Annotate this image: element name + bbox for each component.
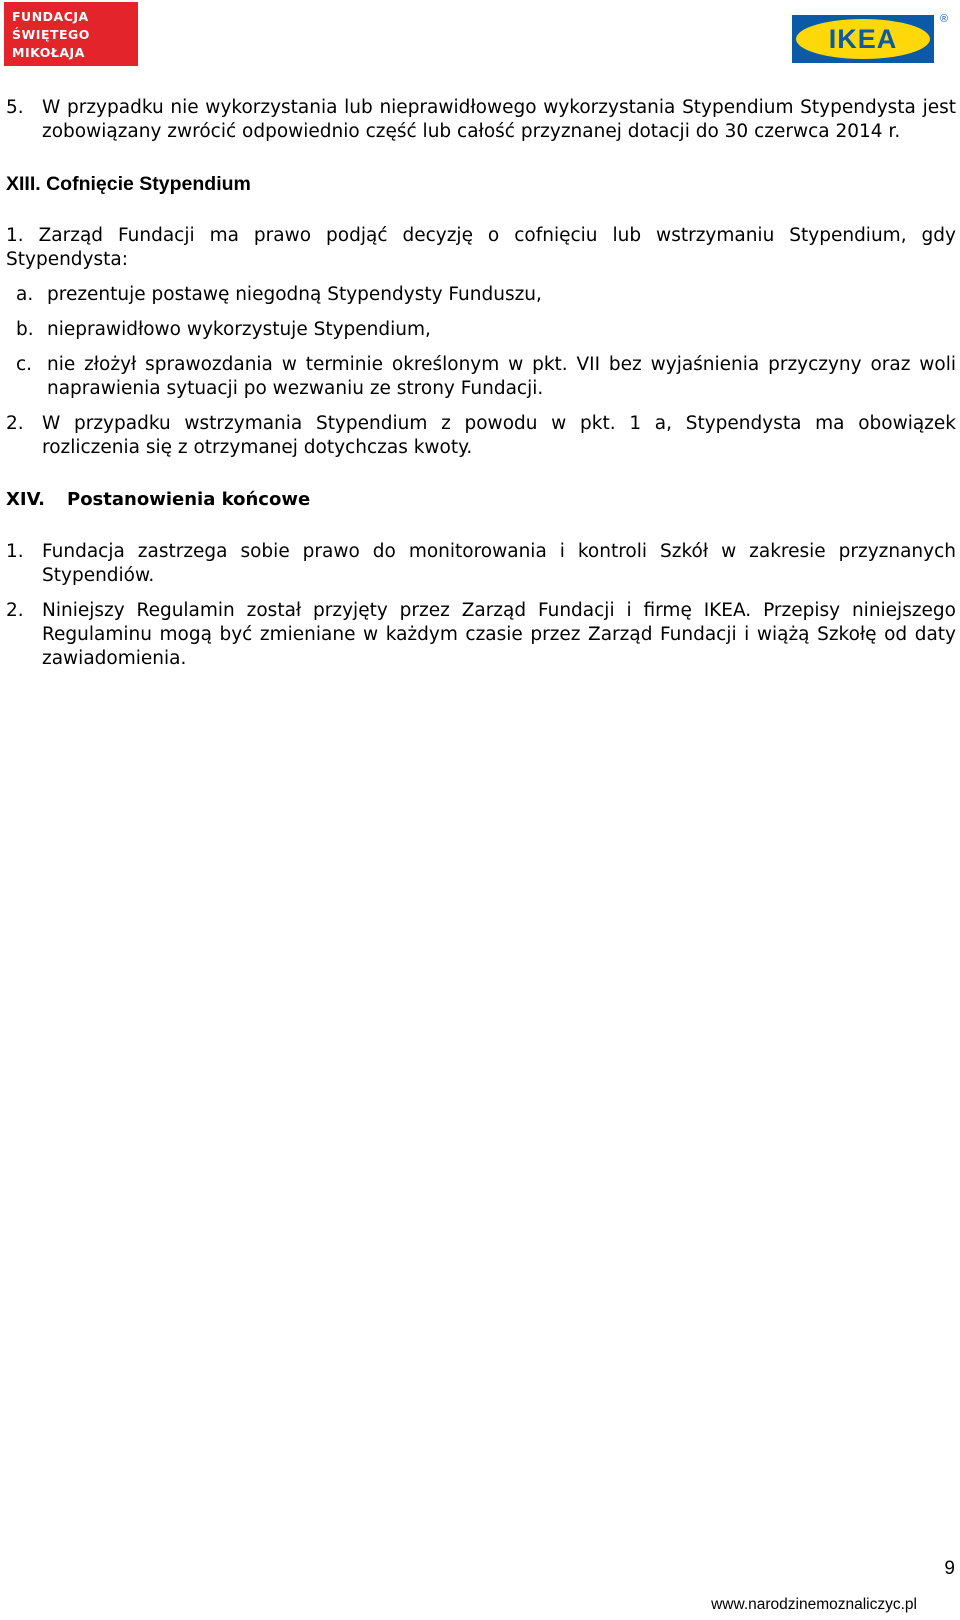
section-xiv-item-2	[6, 599, 956, 671]
sub-c-text: nie złożył sprawozdania w terminie określonym w pkt. VII bez wyjaśnienia przyczyny oraz woli naprawienia sytuacji po wezwaniu ze strony Fundacji.	[47, 354, 956, 399]
section-xiv-item-2-number: 2.	[6, 600, 24, 621]
fundacja-swietego-mikolaja-logo	[4, 2, 138, 66]
logo-line-1: FUNDACJA	[12, 9, 89, 24]
section-xiv-heading	[6, 488, 956, 512]
section-xiv-item-1-number: 1.	[6, 541, 24, 562]
section-xiii-heading: XIII. Cofnięcie Stypendium	[6, 173, 251, 195]
section-xiii-item-2-number: 2.	[6, 413, 24, 434]
sub-a-text: prezentuje postawę niegodną Stypendysty Funduszu,	[47, 284, 542, 305]
item-5	[6, 96, 956, 144]
document-body	[6, 96, 956, 671]
section-xiii-sub-c	[16, 353, 956, 401]
section-xiii-sub-b	[16, 318, 956, 342]
section-xiv-number: XIV.	[6, 489, 46, 510]
ikea-registered-mark: ®	[939, 13, 949, 25]
sub-a-letter: a.	[16, 284, 34, 305]
sub-b-text: nieprawidłowo wykorzystuje Stypendium,	[47, 319, 431, 340]
item-5-number: 5.	[6, 97, 24, 118]
section-xiii-item-2	[6, 412, 956, 460]
logo-line-2: ŚWIĘTEGO	[12, 27, 90, 42]
section-xiv-item-1	[6, 540, 956, 588]
section-xiv-title: Postanowienia końcowe	[67, 489, 311, 510]
footer-url: www.narodzinemoznaliczyc.pl	[711, 1596, 917, 1613]
section-xiii-item-1: 1. Zarząd Fundacji ma prawo podjąć decyzję o cofnięciu lub wstrzymaniu Stypendium, gdy Stypendysta:	[6, 225, 956, 270]
section-xiii-sub-a	[16, 283, 956, 307]
section-xiv-item-2-text: Niniejszy Regulamin został przyjęty przez Zarząd Fundacji i firmę IKEA. Przepisy niniejszego Regulaminu mogą być zmieniane w każdym czasie przez Zarząd Fundacji i wiążą Szkołę od daty zawiadomienia.	[42, 600, 956, 669]
item-5-text: W przypadku nie wykorzystania lub nieprawidłowego wykorzystania Stypendium Stypendysta jest zobowiązany zwrócić odpowiednio część lub całość przyznanej dotacji do 30 czerwca 2014 r.	[42, 97, 956, 142]
section-xiv-item-1-text: Fundacja zastrzega sobie prawo do monitorowania i kontroli Szkół w zakresie przyznanych Stypendiów.	[42, 541, 956, 586]
logo-line-3: MIKOŁAJA	[12, 45, 85, 60]
ikea-logo-text: IKEA	[828, 24, 898, 54]
ikea-logo	[792, 10, 956, 68]
section-xiii-item-2-text: W przypadku wstrzymania Stypendium z powodu w pkt. 1 a, Stypendysta ma obowiązek rozliczenia się z otrzymanej dotychczas kwoty.	[42, 413, 956, 458]
page-number: 9	[944, 1558, 955, 1579]
sub-c-letter: c.	[16, 354, 33, 375]
sub-b-letter: b.	[16, 319, 34, 340]
